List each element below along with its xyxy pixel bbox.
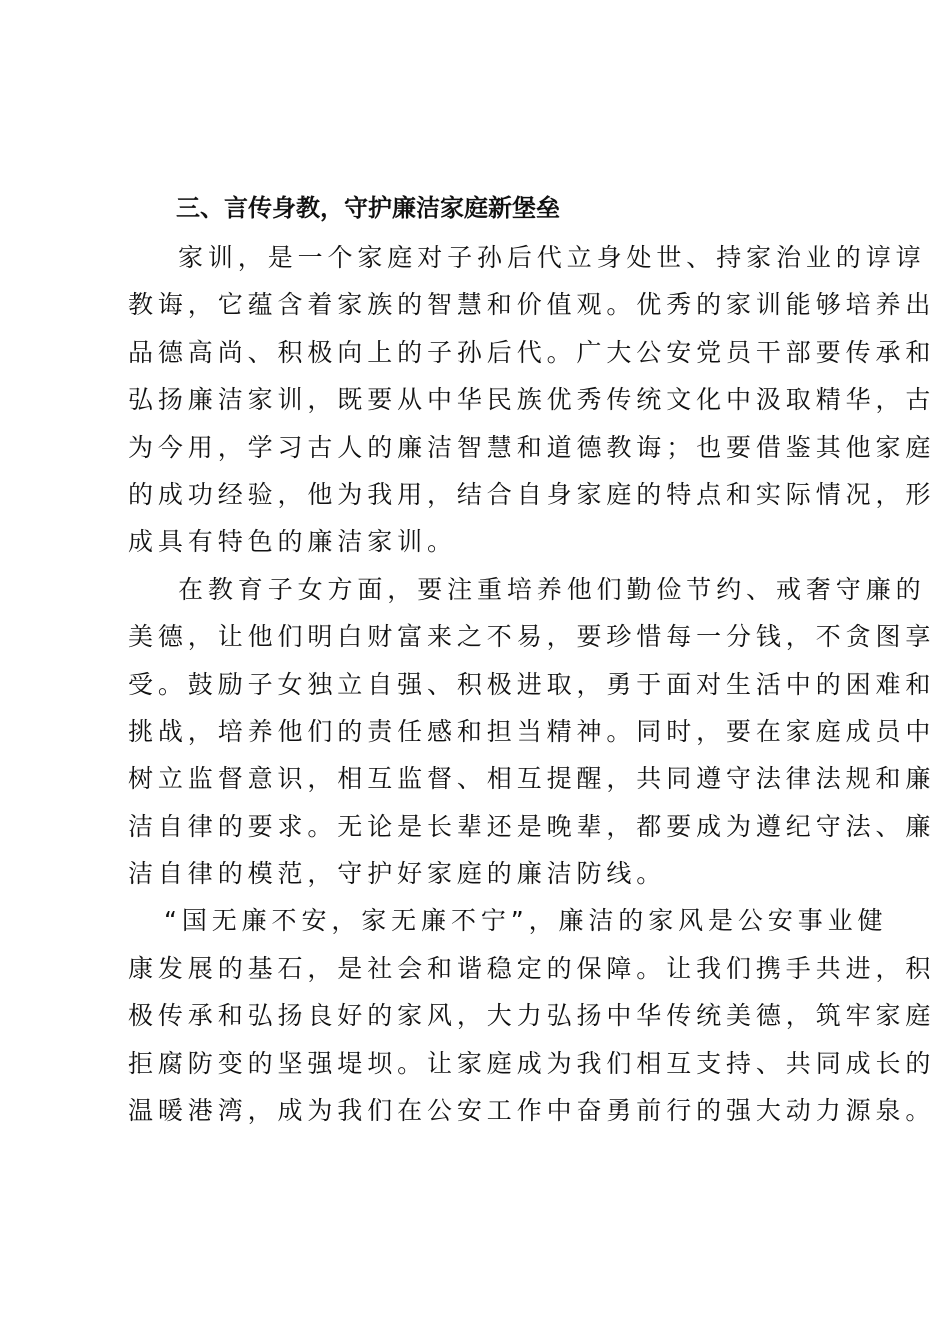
paragraph-line: 的成功经验，他为我用，结合自身家庭的特点和实际情况，形: [128, 479, 936, 509]
paragraph-line: 成具有特色的廉洁家训。: [128, 527, 457, 557]
paragraph-line: 家训，是一个家庭对子孙后代立身处世、持家治业的谆谆: [178, 243, 926, 272]
paragraph-line: 弘扬廉洁家训，既要从中华民族优秀传统文化中汲取精华，古: [128, 385, 936, 415]
paragraph-line: 受。鼓励子女独立自强、积极进取，勇于面对生活中的困难和: [128, 669, 936, 699]
paragraph-line: 美德，让他们明白财富来之不易，要珍惜每一分钱，不贪图享: [128, 622, 936, 652]
paragraph-conclusion: [128, 897, 936, 1134]
paragraph-educating-children: [128, 566, 936, 898]
paragraph-line: 为今用，学习古人的廉洁智慧和道德教诲；也要借鉴其他家庭: [128, 432, 936, 462]
section-heading: 三、言传身教，守护廉洁家庭新堡垒: [176, 194, 560, 222]
paragraph-line: “国无廉不安，家无廉不宁”，廉洁的家风是公安事业健: [164, 906, 888, 936]
paragraph-line: 品德高尚、积极向上的子孙后代。广大公安党员干部要传承和: [128, 337, 936, 367]
paragraph-line: 教诲，它蕴含着家族的智慧和价值观。优秀的家训能够培养出: [128, 290, 936, 320]
paragraph-family-motto: [128, 234, 936, 566]
paragraph-line: 极传承和弘扬良好的家风，大力弘扬中华传统美德，筑牢家庭: [128, 1001, 936, 1031]
paragraph-line: 在教育子女方面，要注重培养他们勤俭节约、戒奢守廉的: [178, 574, 926, 604]
paragraph-line: 洁自律的模范，守护好家庭的廉洁防线。: [128, 859, 667, 889]
document-page: [128, 188, 936, 1134]
paragraph-line: 温暖港湾，成为我们在公安工作中奋勇前行的强大动力源泉。: [128, 1096, 936, 1126]
paragraph-line: 挑战，培养他们的责任感和担当精神。同时，要在家庭成员中: [128, 716, 936, 746]
paragraph-line: 康发展的基石，是社会和谐稳定的保障。让我们携手共进，积: [128, 953, 936, 983]
paragraph-line: 洁自律的要求。无论是长辈还是晚辈，都要成为遵纪守法、廉: [128, 811, 936, 841]
paragraph-line: 树立监督意识，相互监督、相互提醒，共同遵守法律法规和廉: [128, 764, 936, 794]
paragraph-line: 拒腐防变的坚强堤坝。让家庭成为我们相互支持、共同成长的: [128, 1048, 936, 1078]
